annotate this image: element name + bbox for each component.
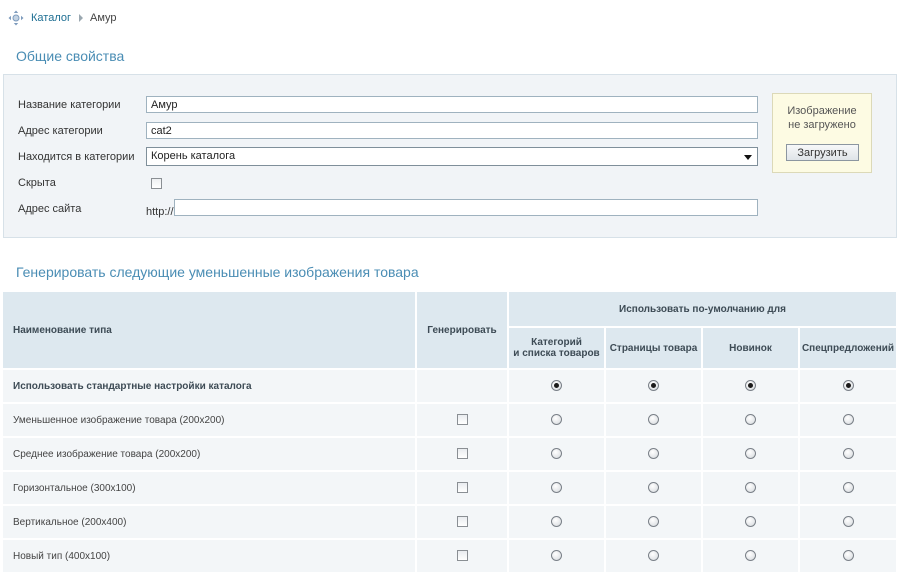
breadcrumb (8, 10, 117, 26)
general-properties-panel (3, 74, 897, 238)
default-categories-radio[interactable] (551, 380, 562, 391)
column-categories (509, 328, 606, 370)
table-row (3, 472, 898, 506)
default-product-radio[interactable] (648, 516, 659, 527)
default-special-radio[interactable] (843, 448, 854, 459)
category-name-label: Название категории (18, 99, 121, 111)
generate-cell-empty (417, 370, 509, 404)
table-row (3, 506, 898, 540)
row-type-name: Уменьшенное изображение товара (200x200) (3, 404, 417, 438)
image-status-line1: Изображение (787, 105, 857, 117)
move-arrows-icon[interactable] (8, 10, 24, 26)
column-product-page: Страницы товара (606, 328, 703, 370)
generate-checkbox[interactable] (457, 516, 468, 527)
hidden-checkbox[interactable] (151, 178, 162, 189)
column-generate: Генерировать (417, 292, 509, 370)
column-default-group: Использовать по-умолчанию для (509, 292, 898, 328)
table-row (3, 404, 898, 438)
default-special-radio[interactable] (843, 414, 854, 425)
default-special-radio[interactable] (843, 550, 854, 561)
site-address-prefix: http:// (146, 206, 174, 218)
default-new-radio[interactable] (745, 482, 756, 493)
category-name-input[interactable] (146, 96, 758, 113)
column-type-name: Наименование типа (3, 292, 417, 370)
column-new: Новинок (703, 328, 800, 370)
row-type-name: Горизонтальное (300x100) (3, 472, 417, 506)
table-row (3, 370, 898, 404)
generate-checkbox[interactable] (457, 448, 468, 459)
default-new-radio[interactable] (745, 414, 756, 425)
default-categories-radio[interactable] (551, 448, 562, 459)
generate-checkbox[interactable] (457, 414, 468, 425)
default-categories-radio[interactable] (551, 516, 562, 527)
upload-button[interactable]: Загрузить (786, 144, 859, 161)
parent-category-value: Корень каталога (151, 150, 236, 162)
default-categories-radio[interactable] (551, 550, 562, 561)
row-type-name: Среднее изображение товара (200x200) (3, 438, 417, 472)
column-special: Спецпредложений (800, 328, 898, 370)
table-row (3, 438, 898, 472)
default-new-radio[interactable] (745, 448, 756, 459)
default-categories-radio[interactable] (551, 482, 562, 493)
row-type-name: Новый тип (400x100) (3, 540, 417, 574)
generate-checkbox[interactable] (457, 482, 468, 493)
default-product-radio[interactable] (648, 380, 659, 391)
dropdown-arrow-icon (744, 155, 752, 160)
default-new-radio[interactable] (745, 516, 756, 527)
default-special-radio[interactable] (843, 380, 854, 391)
image-status-line2: не загружено (788, 119, 856, 131)
breadcrumb-current: Амур (90, 12, 117, 24)
general-properties-title: Общие свойства (16, 48, 125, 64)
category-address-input[interactable] (146, 122, 758, 139)
parent-category-label: Находится в категории (18, 151, 135, 163)
hidden-label: Скрыта (18, 177, 56, 189)
default-special-radio[interactable] (843, 482, 854, 493)
generate-checkbox[interactable] (457, 550, 468, 561)
column-categories-line1: Категорий (531, 337, 582, 348)
default-product-radio[interactable] (648, 448, 659, 459)
site-address-label: Адрес сайта (18, 203, 82, 215)
site-address-input[interactable] (174, 199, 758, 216)
table-row (3, 540, 898, 574)
default-special-radio[interactable] (843, 516, 854, 527)
default-new-radio[interactable] (745, 550, 756, 561)
category-address-label: Адрес категории (18, 125, 103, 137)
default-new-radio[interactable] (745, 380, 756, 391)
default-product-radio[interactable] (648, 414, 659, 425)
image-types-table (3, 292, 898, 574)
default-product-radio[interactable] (648, 550, 659, 561)
default-product-radio[interactable] (648, 482, 659, 493)
parent-category-select[interactable] (146, 147, 758, 166)
breadcrumb-catalog-link[interactable]: Каталог (31, 12, 71, 24)
breadcrumb-separator-icon (79, 14, 83, 22)
column-categories-line2: и списка товаров (513, 348, 600, 359)
row-type-name: Вертикальное (200x400) (3, 506, 417, 540)
image-upload-box (772, 93, 872, 173)
default-categories-radio[interactable] (551, 414, 562, 425)
row-type-name: Использовать стандартные настройки каталога (3, 370, 417, 404)
generate-images-title: Генерировать следующие уменьшенные изображения товара (16, 264, 419, 280)
